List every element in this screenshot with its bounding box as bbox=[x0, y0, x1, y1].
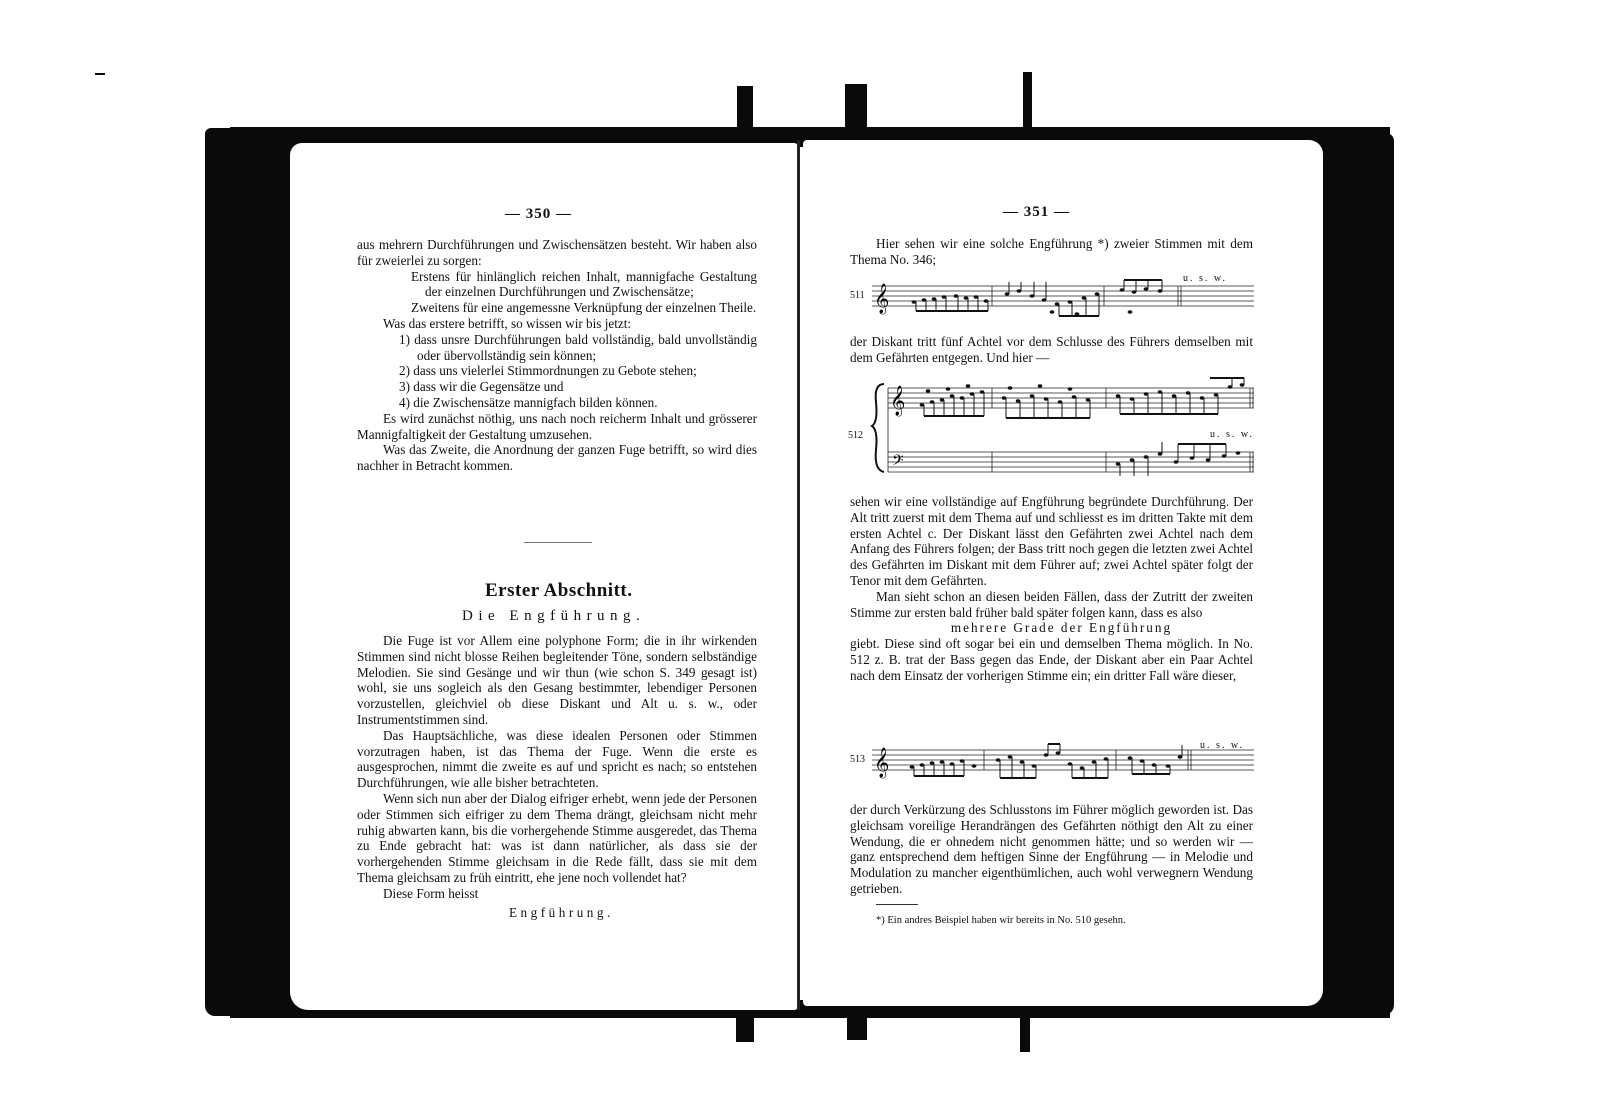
paragraph: giebt. Diese sind oft sogar bei ein und demselben Thema möglich. In No. 512 z. B. trat der Bass gegen das Ende, der Diskant aber ein Paar Achtel nach dem Einsatz der vorherigen Stimme ein; ein dritter Fall wäre dieser, bbox=[850, 636, 1253, 683]
usw-label: u. s. w. bbox=[1183, 273, 1227, 284]
left-text-bottom bbox=[357, 633, 757, 920]
svg-text:𝄞: 𝄞 bbox=[874, 748, 890, 778]
music-example-511 bbox=[872, 278, 1257, 320]
paragraph: Erstens für hinlänglich reichen Inhalt, mannigfache Gestaltung der einzelnen Durchführungen und Zwischensätze; bbox=[411, 268, 757, 300]
svg-text:𝄞: 𝄞 bbox=[890, 386, 906, 416]
section-divider bbox=[524, 542, 592, 543]
list-item: 1) dass unsre Durchführungen bald vollständig, bald unvollständig oder übervollständig sein können; bbox=[399, 331, 757, 363]
list-item: 2) dass uns vielerlei Stimmordnungen zu Gebote stehen; bbox=[399, 363, 697, 379]
paragraph: Zweitens für eine angemessne Verknüpfung der einzelnen Theile. bbox=[411, 300, 757, 316]
list-item: 3) dass wir die Gegensätze und bbox=[399, 379, 564, 395]
term-highlight: mehrere Grade der Engführung bbox=[950, 620, 1173, 636]
scan-mark bbox=[95, 73, 105, 75]
right-text-3 bbox=[850, 494, 1253, 684]
paragraph: Was das Zweite, die Anordnung der ganzen Fuge betrifft, so wird dies nachher in Betracht kommen. bbox=[357, 442, 757, 474]
bookmark-tab-1 bbox=[737, 86, 753, 138]
footnote-divider bbox=[876, 904, 918, 905]
example-number: 513 bbox=[850, 754, 865, 765]
example-number: 511 bbox=[850, 290, 865, 301]
page-number-right: — 351 — bbox=[1003, 204, 1070, 220]
term-highlight: Engführung. bbox=[509, 904, 614, 920]
paragraph: Man sieht schon an diesen beiden Fällen, dass der Zutritt der zweiten Stimme zur ersten bald früher bald später folgen kann, dass es also bbox=[850, 588, 1253, 620]
section-subheading: Die Engführung. bbox=[462, 608, 646, 624]
bookmark-tab-5 bbox=[847, 1012, 867, 1040]
footnote: *) Ein andres Beispiel haben wir bereits in No. 510 gesehn. bbox=[876, 915, 1126, 926]
left-text-top bbox=[357, 237, 757, 474]
svg-text:𝄢: 𝄢 bbox=[892, 452, 904, 473]
paragraph: Es wird zunächst nöthig, uns nach noch reicherm Inhalt und grösserer Mannigfaltigkeit der Gestaltung umzusehen. bbox=[357, 410, 757, 442]
paragraph: der durch Verkürzung des Schlusstons im Führer möglich geworden ist. Das gleichsam voreilige Herandrängen des Gefährten nöthigt den Alt zu einer Wendung, die er ohnedem nicht genommen hätte; und so werden wir — ganz entsprechend dem heftigen Sinne der Engführung — in Melodie und Modulation zu mancher eigenthümlichen, auch wohl verwegnern Wendung getrieben. bbox=[850, 802, 1253, 896]
paragraph: Hier sehen wir eine solche Engführung *) zweier Stimmen mit dem Thema No. 346; bbox=[850, 236, 1253, 267]
music-example-513 bbox=[872, 742, 1257, 784]
bookmark-tab-6 bbox=[1020, 1012, 1030, 1052]
book-gutter bbox=[797, 140, 800, 1010]
right-text-1 bbox=[850, 236, 1253, 268]
list-item: 4) die Zwischensätze mannigfach bilden können. bbox=[399, 394, 658, 410]
bookmark-tab-3 bbox=[1023, 72, 1032, 138]
section-heading: Erster Abschnitt. bbox=[485, 580, 633, 601]
right-text-4 bbox=[850, 802, 1253, 897]
right-text-2 bbox=[850, 334, 1253, 366]
paragraph: Diese Form heisst bbox=[383, 885, 479, 901]
page-number-left: — 350 — bbox=[505, 206, 572, 222]
paragraph: Das Hauptsächliche, was diese idealen Personen oder Stimmen vorzutragen haben, ist das Thema der Fuge. Wenn die erste es ausgesprochen, nimmt die zweite es auf und spricht es nach; so entstehen Durchführungen, wie alle bisher betrachteten. bbox=[357, 727, 757, 791]
example-number: 512 bbox=[848, 430, 863, 441]
bookmark-tab-4 bbox=[736, 1012, 754, 1042]
paragraph: der Diskant tritt fünf Achtel vor dem Schlusse des Führers demselben mit dem Gefährten entgegen. Und hier — bbox=[850, 334, 1253, 365]
music-example-512 bbox=[870, 374, 1258, 486]
usw-label: u. s. w. bbox=[1200, 740, 1244, 751]
paragraph: Was das erstere betrifft, so wissen wir bis jetzt: bbox=[383, 315, 632, 331]
bookmark-tab-2 bbox=[845, 84, 867, 140]
paragraph: Die Fuge ist vor Allem eine polyphone Form; die in ihr wirkenden Stimmen sind nicht blosse Reihen begleitender Töne, sondern selbständige Melodien. Sie sind Gesänge und wir thun (wie schon S. 349 gesagt ist) wohl, sie uns sogleich als den Gesang bestimmter, lebendiger Personen vorzustellen, gleichviel ob diese Diskant und Alt u. s. w., oder Instrumentstimmen sind. bbox=[357, 633, 757, 727]
usw-label: u. s. w. bbox=[1210, 429, 1254, 440]
paragraph: Wenn sich nun aber der Dialog eifriger erhebt, wenn jede der Personen oder Stimmen sich eifriger zu dem Thema drängt, gleichsam nicht mehr ruhig abwarten kann, bis die vorhergehende Stimme ausgeredet, das Thema zu Ende gebracht hat: was ist dann natürlicher, als dass sie der vorhergehenden Stimme gleichsam in die Rede fällt, dass sie mit dem Thema gleichsam zu früh eintritt, ehe jene noch vollendet hat? bbox=[357, 790, 757, 885]
paragraph: aus mehrern Durchführungen und Zwischensätzen besteht. Wir haben also für zweierlei zu sorgen: bbox=[357, 237, 757, 268]
svg-text:𝄞: 𝄞 bbox=[874, 284, 890, 314]
paragraph: sehen wir eine vollständige auf Engführung begründete Durchführung. Der Alt tritt zuerst mit dem Thema auf und schliesst es im dritten Takte mit dem ersten Achtel c. Der Diskant lässt den Gefährten zwei Achtel nach dem Anfang des Führers folgen; der Bass tritt noch gegen die letzten zwei Achtel des Gefährten im Diskant mit dem Führer auf; zwei Achtel später folgt der Tenor mit dem Gefährten. bbox=[850, 494, 1253, 588]
